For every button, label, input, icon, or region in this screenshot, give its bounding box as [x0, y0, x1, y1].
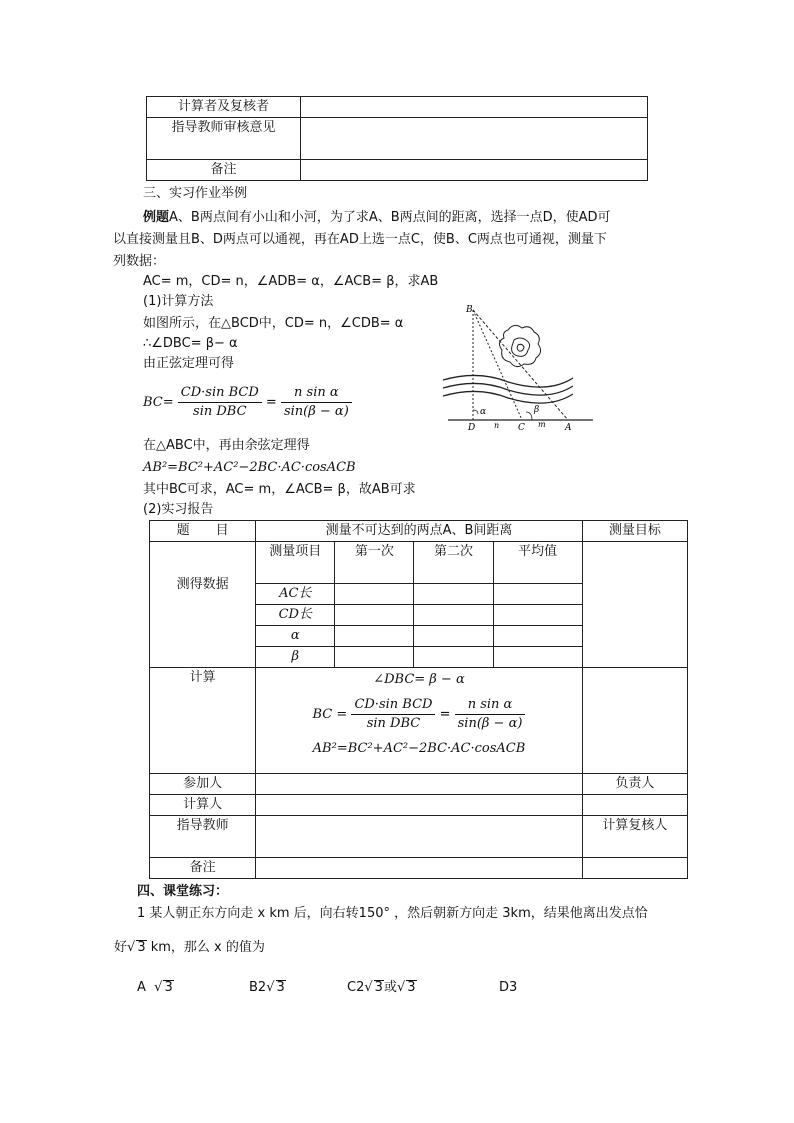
remark2-label: 备注	[150, 858, 256, 879]
teacher-review-label: 指导教师审核意见	[147, 118, 301, 160]
calc-goal-cell[interactable]	[582, 668, 687, 774]
option-c[interactable]: C2√ 3或√ 3	[347, 980, 416, 995]
remark2-extra[interactable]	[582, 858, 687, 879]
example-text-3: 列数据：	[113, 254, 166, 269]
beta-arc	[526, 412, 532, 420]
remark-label: 备注	[147, 160, 301, 181]
label-alpha: α	[480, 407, 487, 417]
cell-beta-2[interactable]	[414, 647, 493, 668]
cell-ac-avg[interactable]	[493, 584, 582, 605]
cell-cd-2[interactable]	[414, 605, 493, 626]
review-table	[146, 96, 648, 181]
goal-cell[interactable]	[582, 542, 687, 668]
cell-cd-avg[interactable]	[493, 605, 582, 626]
cell-ac-2[interactable]	[414, 584, 493, 605]
report-table	[149, 520, 688, 879]
method-line-1: 如图所示，在△BCD中，CD= n，∠CDB= α	[143, 316, 404, 331]
option-d[interactable]: D3	[499, 980, 518, 995]
cell-ac-1[interactable]	[335, 584, 414, 605]
label-n: n	[494, 421, 500, 430]
label-a: A	[565, 423, 572, 432]
report-title: (2)实习报告	[143, 502, 214, 517]
mountain-river-figure	[438, 300, 598, 432]
q1-line-1: 1 某人朝正东方向走 x km 后，向右转150° ，然后朝新方向走 3km，结果他离出发点恰	[137, 906, 648, 921]
section4-title: 四、课堂练习：	[137, 884, 229, 899]
cos-line-3: 其中BC可求，AC= m，∠ACB= β，故AB可求	[143, 482, 416, 497]
calc-content	[256, 668, 583, 774]
bc-frac-1: $\frac{\text{CD·sin BCD}}{\text{sin DBC}}$	[178, 384, 262, 421]
calc-label: 计算	[150, 668, 256, 774]
q1-line-2: 好√ 3 km，那么 x 的值为	[114, 940, 265, 955]
calc-line-3: AB²=BC²+AC²−2BC·AC·cosACB	[312, 741, 526, 756]
item-beta: β	[256, 647, 335, 668]
label-beta: β	[534, 405, 540, 415]
subhead-average: 平均值	[493, 542, 582, 584]
data-label: 测得数据	[150, 542, 256, 668]
label-m: m	[538, 420, 546, 429]
topic-value: 测量不可达到的两点A、B间距离	[256, 521, 583, 542]
participants-value[interactable]	[256, 774, 583, 795]
goal-label: 测量目标	[582, 521, 687, 542]
label-d: D	[468, 423, 476, 432]
mountain-inner	[512, 338, 530, 356]
example-text-1: A、B两点间有小山和小河，为了求A、B两点间的距离，选择一点D，使AD可	[169, 210, 611, 225]
given-line: AC= m，CD= n，∠ADB= α，∠ACB= β，求AB	[143, 274, 439, 289]
subhead-first: 第一次	[335, 542, 414, 584]
mountain-peak	[517, 344, 524, 351]
bc-frac-2: $\frac{\text{n sin α}}{\sin(\beta - \alpha)}$	[281, 384, 352, 421]
remark2-value[interactable]	[256, 858, 583, 879]
mountain-outer	[499, 325, 540, 366]
subhead-item: 测量项目	[256, 542, 335, 584]
example-label: 例题	[143, 210, 170, 225]
topic-label: 题 目	[150, 521, 256, 542]
method-line-3: 由正弦定理可得	[143, 356, 235, 371]
cell-alpha-1[interactable]	[335, 626, 414, 647]
river-line-1	[443, 375, 573, 387]
item-alpha: α	[256, 626, 335, 647]
label-c: C	[518, 423, 525, 432]
teacher-review-value[interactable]	[301, 118, 648, 160]
method-title: (1)计算方法	[143, 294, 214, 309]
cos-line-1: 在△ABC中，再由余弦定理得	[143, 438, 310, 453]
remark-value[interactable]	[301, 160, 648, 181]
calc-bc-formula: BC = $\frac{\text{CD·sin BCD}}{\text{sin DBC}}$ = $\frac{\text{n sin α}}{\sin(\beta - \alpha)}$	[260, 696, 578, 733]
subhead-second: 第二次	[414, 542, 493, 584]
alpha-arc	[473, 410, 478, 414]
bc-lhs: BC=	[143, 395, 174, 410]
item-ac: AC长	[256, 584, 335, 605]
option-b[interactable]: B2√ 3	[249, 980, 285, 995]
teacher-label: 指导教师	[150, 816, 256, 858]
leader-label: 负责人	[582, 774, 687, 795]
review-label: 计算者及复核者	[147, 97, 301, 118]
line-bc	[473, 310, 522, 420]
cell-alpha-avg[interactable]	[493, 626, 582, 647]
teacher-value[interactable]	[256, 816, 583, 858]
cell-cd-1[interactable]	[335, 605, 414, 626]
example-text-2: 以直接测量且B、D两点可以通视，再在AD上选一点C，使B、C两点也可通视，测量下	[113, 232, 607, 247]
reviewer-label: 计算复核人	[582, 816, 687, 858]
review-value[interactable]	[301, 97, 648, 118]
cos-line-2: AB²=BC²+AC²−2BC·AC·cosACB	[143, 460, 356, 475]
calculator-label: 计算人	[150, 795, 256, 816]
label-b: B	[466, 305, 473, 315]
participants-label: 参加人	[150, 774, 256, 795]
section3-title: 三、实习作业举例	[143, 186, 248, 201]
method-line-2: ∴∠DBC= β− α	[143, 336, 238, 351]
cell-beta-1[interactable]	[335, 647, 414, 668]
calculator-extra[interactable]	[582, 795, 687, 816]
option-a[interactable]: A √ 3	[137, 980, 173, 995]
cell-beta-avg[interactable]	[493, 647, 582, 668]
calc-line-1: ∠DBC= β − α	[373, 672, 465, 687]
calculator-value[interactable]	[256, 795, 583, 816]
cell-alpha-2[interactable]	[414, 626, 493, 647]
bc-formula: BC= $\frac{\text{CD·sin BCD}}{\text{sin DBC}}$ = $\frac{\text{n sin α}}{\sin(\beta - \alpha)}$	[143, 384, 352, 421]
item-cd: CD长	[256, 605, 335, 626]
